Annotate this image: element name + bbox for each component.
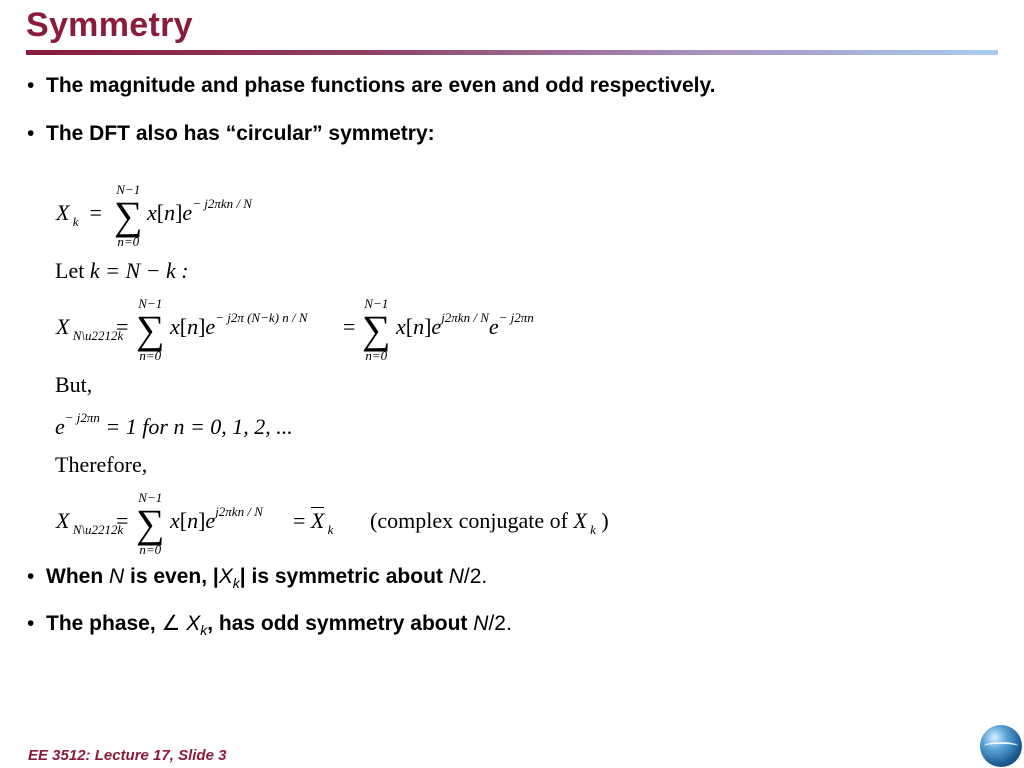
eq-equals-2: = <box>116 314 129 339</box>
slide-footer: EE 3512: Lecture 17, Slide 3 <box>28 747 227 764</box>
but-line: But, <box>55 372 93 397</box>
eq-xnk-label-2: X $_{N\backslash u2212k}$ <box>56 508 124 537</box>
conj-note: (complex conjugate of X $_k$ ) <box>370 508 609 537</box>
sum-symbol-2: N−1 ∑ n=0 <box>136 296 165 363</box>
eq-equals-3: = <box>343 314 356 339</box>
globe-icon <box>980 725 1022 767</box>
eq-term-4: $x[n]e^{j2\pi kn / N}$ <box>170 504 263 533</box>
bullet-4: • The phase, ∠ $X_k$, has odd symmetry about N/2. <box>27 612 512 638</box>
sum-symbol-3: N−1 ∑ n=0 <box>362 296 391 363</box>
eq-exp-identity: $e^{- j2\pi n} = 1$ for n = 0, 1, 2, ... <box>55 410 293 439</box>
sum-symbol-4: N−1 ∑ n=0 <box>136 490 165 557</box>
eq-term-3: $x[n]e^{j2\pi kn / N}e^{- j2\pi n}$ <box>396 310 534 339</box>
eq-conj-result: = X $_k$ <box>293 508 334 537</box>
bullet-3: • When N is even, $|X_k|$ is symmetric about N/2. <box>27 565 488 591</box>
sum-symbol-1: N−1 ∑ n=0 <box>114 182 143 249</box>
eq-term-2: $x[n]e^{- j2\pi (N-k) n / N}$ <box>170 310 308 339</box>
bullet-2: • The DFT also has “circular” symmetry: <box>27 122 435 145</box>
therefore-line: Therefore, <box>55 452 148 477</box>
eq-xk-label: X $_k$ = <box>56 200 102 229</box>
slide-title: Symmetry <box>26 6 193 44</box>
bullet-1: • The magnitude and phase functions are even and odd respectively. <box>27 74 716 97</box>
title-divider <box>26 50 998 55</box>
eq-xnk-label: X $_{N\backslash u2212k}$ <box>56 314 124 343</box>
eq-dft-term: $x[n]e^{- j2\pi kn / N}$ <box>147 196 252 225</box>
let-line: Let k = N − k : <box>55 258 189 283</box>
eq-equals-4: = <box>116 508 129 533</box>
